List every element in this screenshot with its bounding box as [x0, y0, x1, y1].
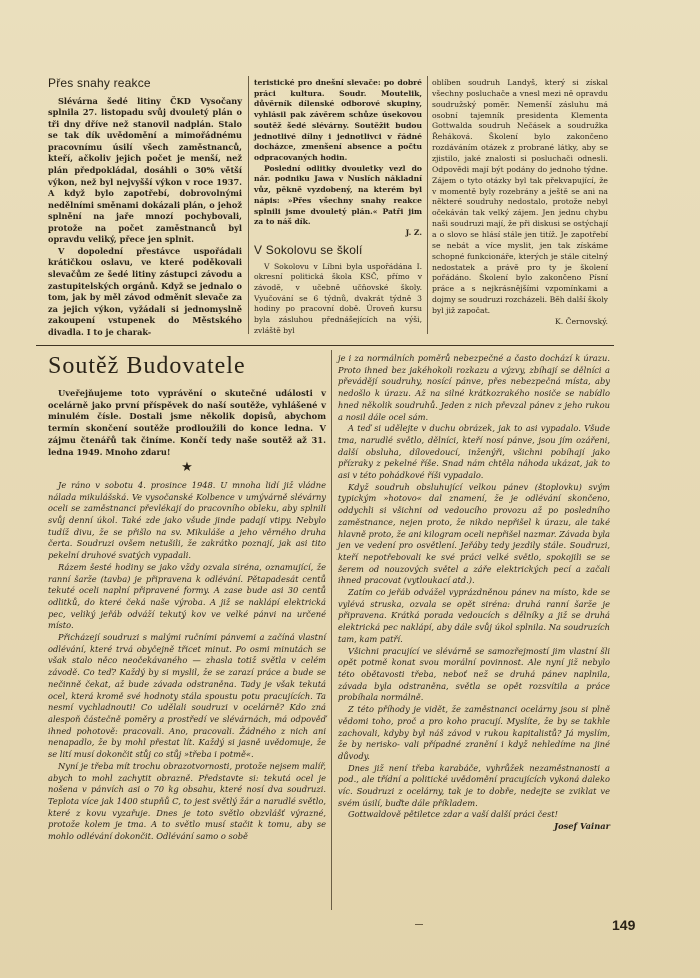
paragraph: Rázem šesté hodiny se jako vždy ozvala siréna, oznamující, že ranní šarže (tavba) je připravena k odlévání. Pětapadesát centů tekuté oceli naplní připravené formy. A zase bude asi 30 centů odlitků, do které čeká naše výroba. A již se naklápí elektrická pec, veliký jeřáb odváží tekutý kov ve velké pánvi na určené místo.	[48, 561, 326, 631]
paragraph: Je ráno v sobotu 4. prosince 1948. U mnoha lidí již vládne nálada mikulášská. Ve vysočanské Kolbence v umývárně slévárny oceli se zaměstnanci převlékají do pracovního obleku, aby splnili svůj denní úkol. Také zde jako všude jinde padají vtipy. Nebylo tudíž divu, že se přišlo na sv. Mikuláše a jeho věrného druha čerta. Soudruzi ovšem netušili, že zakrátko poznají, jak asi tito pekelní druhové svatých vypadali.	[48, 479, 326, 561]
top-column-2	[254, 78, 422, 337]
paragraph: teristické pro dnešní slevače: po dobré práci kultura. Soudr. Moutelik, důvěrník dílenské odborové skupiny, vyhlásil pak závěrem schůze úsekovou soutěž šedé slévárny. Soutěžit budou jednotlivé dílny i jednotlivci v řádné docházce, zmenšení absence a počtu odpracovaných hodin.	[254, 78, 422, 163]
column-divider	[248, 76, 249, 334]
paragraph: Všichni pracující ve slévárně se samozřejmostí jim vlastní šli opět potmě konat svou morální povinnost. Ale nyní již nebylo této obětavosti třeba, neboť než se druhá pánev naplnila, závada byla odstraněna, světla se opět rozsvítila a práce probíhala normálně.	[338, 645, 610, 703]
paragraph: V dopolední přestávce uspořádali krátičkou oslavu, ve které poděkovali slevačům ze šedé litiny zástupci závodu a zastupitelských orgánů. Když se jednalo o tom, jak by měl závod odměnit slevače za za jejich výkon, vyžádali si jednomyslně zakoupení vstupenek do Městského divadla. I to je charak-	[48, 245, 242, 337]
paragraph: Přicházejí soudruzi s malými ručními pánvemi a začíná vlastní odlévání, které trvá obyčejně třicet minut. Po osmi minutách se však stalo něco neočekávaného — zhasla totiž světla v celém závodě. Co teď? Každý by si myslil, že se zarazí práce a bude se nečinně čekat, až bude závada odstraněna. Tady je však tekutá ocel, která kromě své hodnoty stála spoustu potu pracujících. Ta nesmí vychladnouti! Co udělali soudruzi v ocelárně? Kdo zná alespoň částečně poměry a prostředí ve slévárnách, má odpověď ihned pohotově: pracovali. Ano, pracovali. Žádného z nich ani nenapadlo, že by mohl přestat lít. Každý si jasně uvědomuje, že se lití musí dokončit stůj co stůj »třeba i potmě«.	[48, 632, 326, 760]
heading-pres-snahy-reakce: Přes snahy reakce	[48, 76, 151, 90]
paragraph: Gottwaldově pětiletce zdar a vaší další práci čest!	[348, 809, 558, 820]
top-column-3	[432, 78, 608, 328]
top-column-1	[48, 78, 242, 338]
decorative-dash	[415, 924, 423, 925]
star-icon: ★	[181, 460, 193, 476]
column-divider	[427, 76, 428, 334]
column-divider	[331, 350, 332, 910]
paragraph: Nyní je třeba mít trochu obrazotvornosti, protože nejsem malíř, abych to mohl zachytit obrazně. Představte si: tekutá ocel je nošena v pánvích asi o 70 kg obsahu, které nosí dva soudruzi. Teplota více jak 1400 stupňů C, to jest světlý žár a narudlé světlo, které z kovu vyzařuje. Dnes je toto světlo obzvlášť výrazné, protože kolem je tma. A to světlo musí stačit k tomu, aby se mohlo odlévání dokončit. Odlévání samo o sobě	[48, 760, 326, 842]
paragraph: Dnes již není třeba karabáče, vyhrůžek nezaměstnanosti a pod., ale třídní a politické uvědomění pracujících vykoná daleko víc. Soudruzi z ocelárny, tak je to dobře, nedejte se zviklat ve svém úsilí, buďte dále příkladem.	[338, 762, 610, 808]
paragraph: Zatím co jeřáb odvážel vyprázdněnou pánev na místo, kde se vylévá struska, ozvala se opět siréna: druhá ranní šarže je připravena. Krátká porada vedoucích s dělníky a již se druhá elektrická pec naklápí, aby dále svůj úkol splnila. Na soudruzích tam, kam patří.	[338, 587, 610, 644]
signature: K. Černovský.	[554, 316, 608, 326]
paragraph: Z této příhody je vidět, že zaměstnanci ocelárny jsou si plně vědomi toho, proč a pro koho pracují. Myslíte, že by se takhle zachovali, kdyby byl náš závod v rukou kapitalistů? Já myslím, že by nerisko- vali případné zranění i když nehledíme na jiné důvody.	[338, 704, 610, 761]
paragraph: V Sokolovu v Líbni byla uspořádána I. okresní politická škola KSČ, přímo v závodě, v učebně učňovské školy. Vyučování se 6 týdnů, dvakrát týdně 3 hodiny po pracovní době. Úroveň kursu byla zásluhou přednášejících na výši, zvláště byl	[254, 261, 422, 335]
article-left-column	[48, 388, 326, 843]
signature: J. Z.	[405, 228, 422, 238]
paragraph: Poslední odlitky dvouletky vezl do nár. podniku Jawa v Nuslích nákladní vůz, pěkně vyzdobený, na kterém byl nápis: »Přes všechny snahy reakce splnili jsme dvouletý plán.« Patři jim za to náš dík.	[254, 163, 422, 227]
section-divider	[36, 345, 614, 346]
signature: Josef Vainar	[554, 821, 610, 832]
paragraph: Slévárna šedé litiny ČKD Vysočany splnila 27. listopadu svůj dvouletý plán o tři dny dříve než stanovil nadplán. Stalo se tak dík uvědomění a mimořádnému pracovnímu úsilí všech zaměstnanců, kteří, ačkoliv jejich počet je menší, než plán předpokládal, dosáhli o 30% větší výkon, než byl nejvyšší výkon v roce 1937. A když bylo zapotřebí, dobrovolnými nedělními směnami dokázali plán, o jehož splnění na jaře mnozí pochybovali, protože na počet zaměstnanců byl opravdu veliký, přece jen splnit.	[48, 95, 242, 245]
paragraph: A teď si udělejte v duchu obrázek, jak to asi vypadalo. Všude tma, narudlé světlo, dělníci, kteří nosí pánve, jsou jím ozářeni, další obsluha, dílovedoucí, inženýři, všichni pobíhají jako přízraky z pekelné říše. Snad nám chtěla náhoda ukázat, jak to asi v této pohádkové říši vypadalo.	[338, 423, 610, 481]
paragraph: oblíben soudruh Landyš, který si získal všechny posluchače a vnesl mezi ně opravdu soudružský poměr. Nemenší zásluhu má osobní tajemník presidenta Klementa Gottwalda soudruh Nečásek a soudružka Řeháková. Školení bylo zakončeno rozdáváním otázek z probrané látky, aby se zjistilo, jaké znalosti si posluchači odnesli. Odpovědi mají být podány do jednoho týdne. Zájem o tyto otázky byl tak překvapující, že v momentě byly rozebrány a ještě se ani na některé soudruhy nedostalo, protože nebyl očekáván tak velký zájem. Jen jednu chybu naši soudruzi mají, že při diskusi se ostýchají a o slovo se hlásí stále jen titíž. Je zapotřebí se nebát a více myslit, jen tak získáme schopné funkcionáře, kterých je stále citelný nedostatek a právě pro ty je školení pořádáno. Školení bylo zakončeno Písní práce a s nejkrásnějšími vzpomínkami a dojmy se soudruzi rozcházeli. Běh další školy byl již započat.	[432, 78, 609, 316]
article-lead: Uveřejňujeme toto vyprávění o skutečné události v ocelárně jako první příspěvek do naší soutěže, vyhlášené v minulém čísle. Dostali jsme několik dopisů, abychom termín skončení soutěže prodloužili do konce ledna. V zájmu čtenářů tak činíme. Končí tedy naše soutěž až 31. ledna 1949. Mnoho zdaru!	[48, 388, 326, 457]
page-number: 149	[612, 917, 636, 933]
heading-v-sokolovu-se-skoli: V Sokolovu se školí	[254, 242, 363, 257]
article-right-column	[338, 353, 610, 833]
paragraph: Když soudruh obsluhující velkou pánev (štoplovku) svým typickým »hotovo« dal znamení, že je odlévání skončeno, oddychli si všichni od vedoucího provozu až po posledního zaměstnance, nejen proto, že nikdo nepřišel k úrazu, ale také hlavně proto, že ani kilogram oceli nepřišel nazmar. Závada byla jen ve vedení pro osvětlení. Jeřáby tedy jezdily stále. Soudruzi, kteří nepotřebovali ke své práci velké světlo, spokojili se se šerem od nouzových světel a záře elektrických pecí a začali ihned pracovat (vytloukací atd.).	[338, 481, 610, 586]
paragraph: je i za normálních poměrů nebezpečné a často dochází k úrazu. Proto ihned bez jakéhokoli rozkazu a výzvy, zbíhají se dělníci a převádějí soudruhy, nosící pánve, přes nebezpečná místa, aby nedošlo k úrazu. Až na silné krátkozrakého nosiče se nabídlo hned několik soudruhů. Jeden z nich převzal pánev z jeho rukou a nosil dále ocel sám.	[338, 353, 610, 422]
article-title: Soutěž Budovatele	[48, 353, 246, 379]
